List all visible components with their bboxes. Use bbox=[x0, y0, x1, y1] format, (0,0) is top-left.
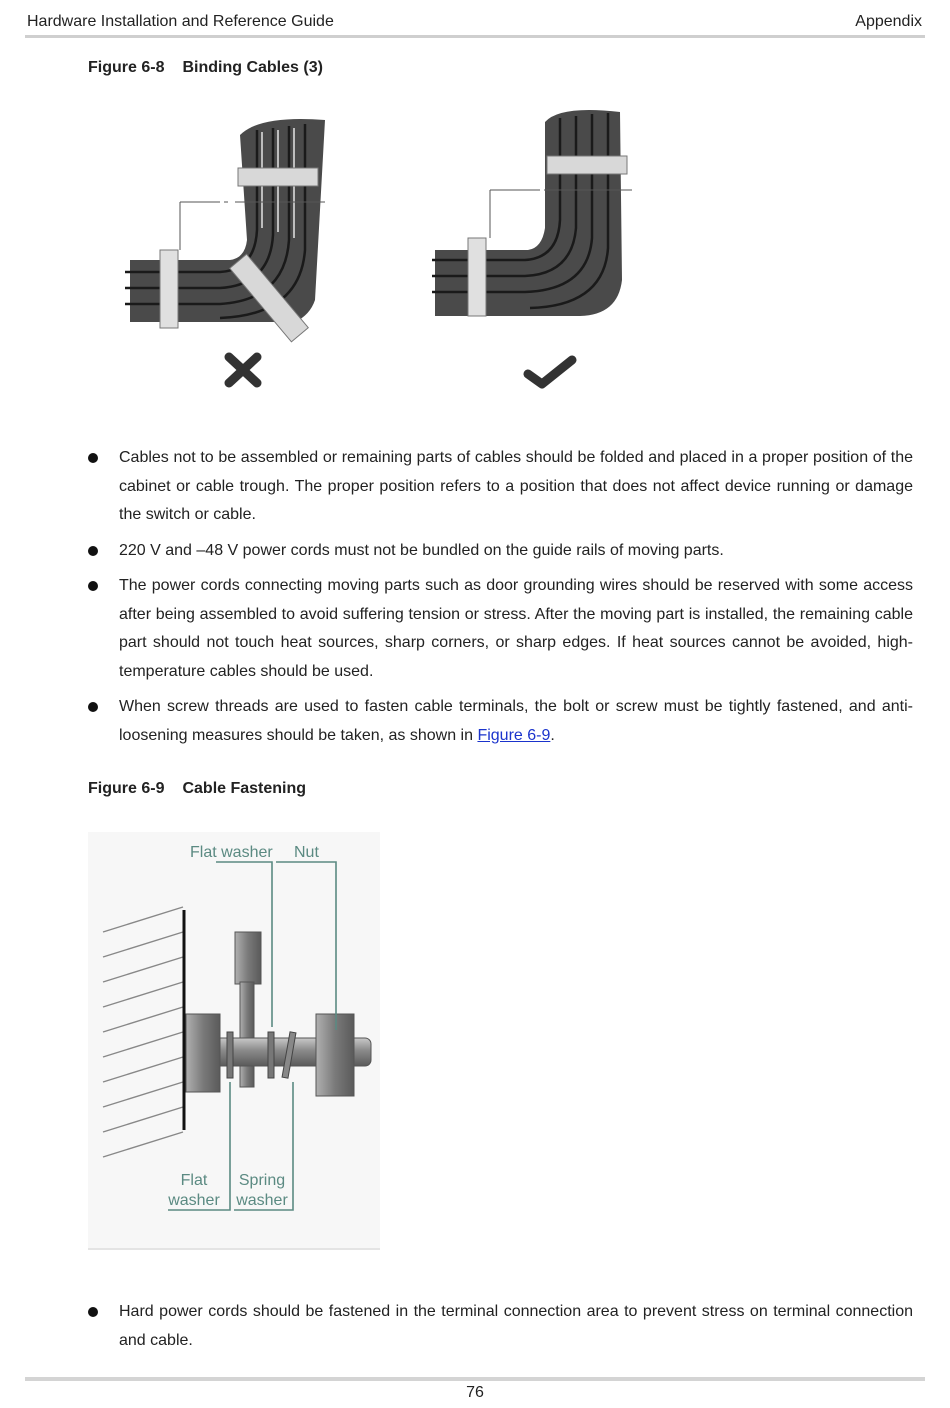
incorrect-binding-example bbox=[125, 119, 325, 383]
cabling-requirements-list bbox=[88, 444, 913, 757]
figure-title: Cable Fastening bbox=[182, 780, 307, 797]
bullet-icon bbox=[88, 1307, 98, 1317]
running-header-section: Appendix bbox=[855, 13, 922, 30]
list-item: The power cords connecting moving parts such as door grounding wires should be reserved with some access after being assembled to avoid suffering tension or stress. After the moving part is installed, the remaining cable part should not touch heat sources, sharp corners, or sharp edges. If heat sources cannot be avoided, high-temperature cables should be used. bbox=[88, 572, 913, 686]
cable-fastening-illustration bbox=[88, 832, 383, 1252]
spring-washer-label-line2: washer bbox=[236, 1192, 288, 1209]
spring-washer-label-line1: Spring bbox=[238, 1172, 286, 1189]
running-header-title: Hardware Installation and Reference Guide bbox=[27, 13, 334, 30]
figure-number: Figure 6-9 bbox=[88, 780, 165, 797]
header-rule bbox=[25, 35, 925, 38]
bullet-icon bbox=[88, 546, 98, 556]
flat-washer-bottom-label-line2: washer bbox=[168, 1192, 220, 1209]
figure-number: Figure 6-8 bbox=[88, 59, 165, 76]
flat-washer-label: Flat washer bbox=[190, 844, 273, 861]
nut-label: Nut bbox=[294, 844, 319, 861]
figure-6-8-caption bbox=[88, 59, 323, 77]
cross-mark-icon bbox=[229, 357, 257, 383]
check-mark-icon bbox=[528, 360, 572, 384]
page-number: 76 bbox=[466, 1384, 484, 1401]
footer-rule bbox=[25, 1377, 925, 1381]
flat-washer-bottom-label-line1: Flat bbox=[180, 1172, 208, 1189]
figure-6-9-caption bbox=[88, 780, 306, 798]
list-item: Cables not to be assembled or remaining parts of cables should be folded and placed in a proper position of the cabinet or cable trough. The proper position refers to a position that does not affect device running or damage the switch or cable. bbox=[88, 444, 913, 530]
list-item: 220 V and –48 V power cords must not be bundled on the guide rails of moving parts. bbox=[88, 537, 913, 566]
list-item: Hard power cords should be fastened in the terminal connection area to prevent stress on terminal connection and cable. bbox=[88, 1298, 913, 1355]
figure-title: Binding Cables (3) bbox=[182, 59, 323, 76]
binding-cables-illustration bbox=[110, 100, 650, 405]
bullet-icon bbox=[88, 581, 98, 591]
power-cord-list bbox=[88, 1298, 913, 1362]
list-item: When screw threads are used to fasten cable terminals, the bolt or screw must be tightly fastened, and anti-loosening measures should be taken, as shown in Figure 6-9. bbox=[88, 693, 913, 750]
bullet-icon bbox=[88, 453, 98, 463]
bullet-icon bbox=[88, 702, 98, 712]
correct-binding-example bbox=[432, 110, 632, 384]
figure-6-9-link[interactable]: Figure 6-9 bbox=[477, 726, 551, 744]
